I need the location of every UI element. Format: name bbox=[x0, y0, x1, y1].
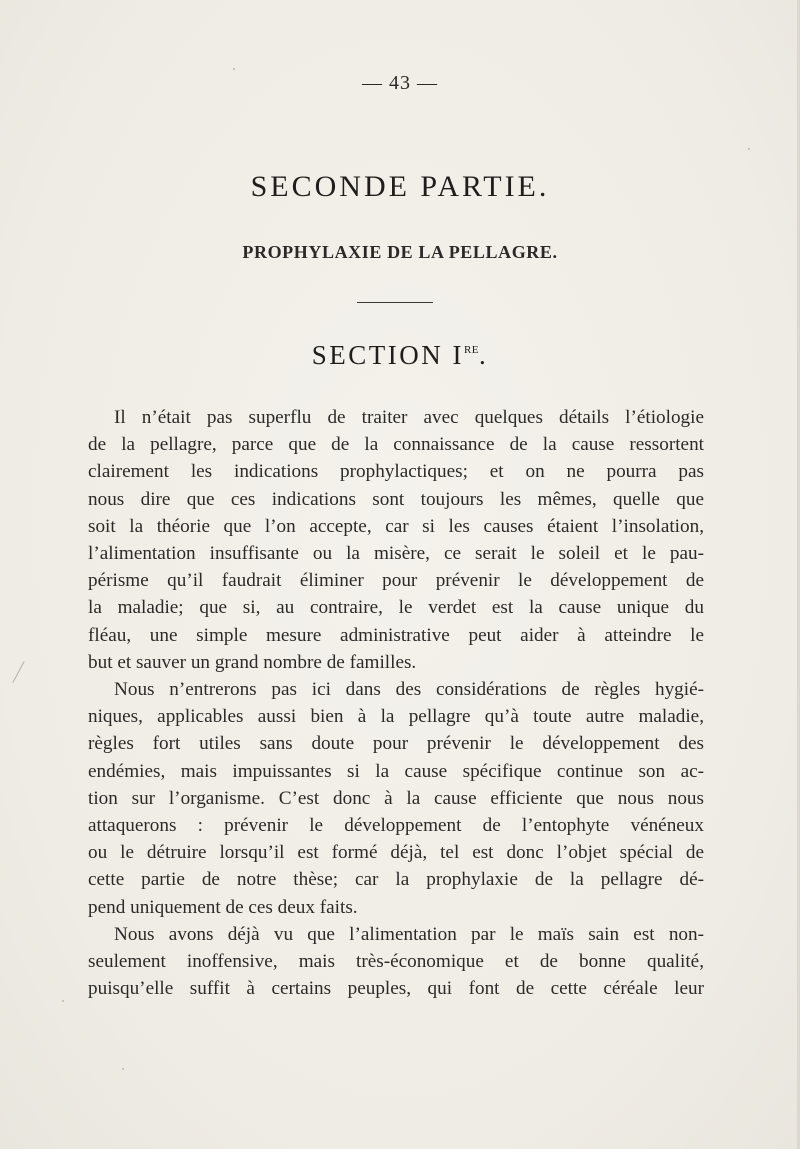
text-line: cette partie de notre thèse; car la prophylaxie de la pellagre dé- bbox=[88, 869, 704, 891]
text-line: Nous avons déjà vu que l’alimentation par le maïs sain est non- bbox=[114, 923, 704, 945]
paper-scratch bbox=[12, 661, 24, 683]
text-line: soit la théorie que l’on accepte, car si les causes étaient l’insolation, bbox=[88, 515, 704, 537]
text-line: seulement inoffensive, mais très-économique et de bonne qualité, bbox=[88, 951, 704, 973]
text-line: de la pellagre, parce que de la connaissance de la cause ressortent bbox=[88, 434, 704, 456]
text-line: périsme qu’il faudrait éliminer pour prévenir le développement de bbox=[88, 570, 704, 592]
section-title-text: SECTION I bbox=[311, 340, 464, 370]
text-line: tion sur l’organisme. C’est donc à la cause efficiente que nous nous bbox=[88, 787, 704, 809]
part-title: SECONDE PARTIE. bbox=[250, 170, 550, 203]
text-line: pend uniquement de ces deux faits. bbox=[88, 896, 358, 918]
text-line: niques, applicables aussi bien à la pellagre qu’à toute autre maladie, bbox=[88, 706, 704, 728]
text-line: Il n’était pas superflu de traiter avec quelques détails l’étiologie bbox=[114, 407, 704, 428]
section-title bbox=[0, 340, 800, 371]
text-line: attaquerons : prévenir le développement de l’entophyte vénéneux bbox=[88, 815, 704, 837]
text-line: clairement les indications prophylactiques; et on ne pourra pas bbox=[88, 461, 704, 483]
text-line: la maladie; que si, au contraire, le verdet est la cause unique du bbox=[88, 597, 704, 619]
text-line: nous dire que ces indications sont toujours les mêmes, quelle que bbox=[88, 488, 704, 510]
text-line: but et sauver un grand nombre de familles. bbox=[88, 651, 417, 673]
text-line: Nous n’entrerons pas ici dans des considérations de règles hygié- bbox=[114, 679, 704, 701]
paper-speck bbox=[122, 1068, 124, 1070]
body-text bbox=[88, 404, 704, 1002]
text-line: puisqu’elle suffit à certains peuples, qui font de cette céréale leur bbox=[88, 978, 704, 1000]
paper-speck bbox=[62, 1000, 64, 1002]
section-title-superscript: RE bbox=[463, 344, 480, 356]
text-line: fléau, une simple mesure administrative peut aider à atteindre le bbox=[88, 624, 704, 646]
page-number: — 43 — bbox=[362, 72, 438, 94]
divider-rule bbox=[357, 302, 433, 303]
text-line: endémies, mais impuissantes si la cause spécifique continue son ac- bbox=[88, 760, 704, 782]
text-line: l’alimentation insuffisante ou la misère, ce serait le soleil et le pau- bbox=[88, 543, 704, 565]
text-line: règles fort utiles sans doute pour prévenir le développement des bbox=[88, 733, 704, 755]
text-line: ou le détruire lorsqu’il est formé déjà, tel est donc l’objet spécial de bbox=[88, 842, 704, 864]
paper-speck bbox=[748, 148, 750, 150]
section-title-period: . bbox=[479, 340, 489, 370]
chapter-subtitle: PROPHYLAXIE DE LA PELLAGRE. bbox=[242, 242, 558, 262]
paper-speck bbox=[233, 68, 235, 70]
